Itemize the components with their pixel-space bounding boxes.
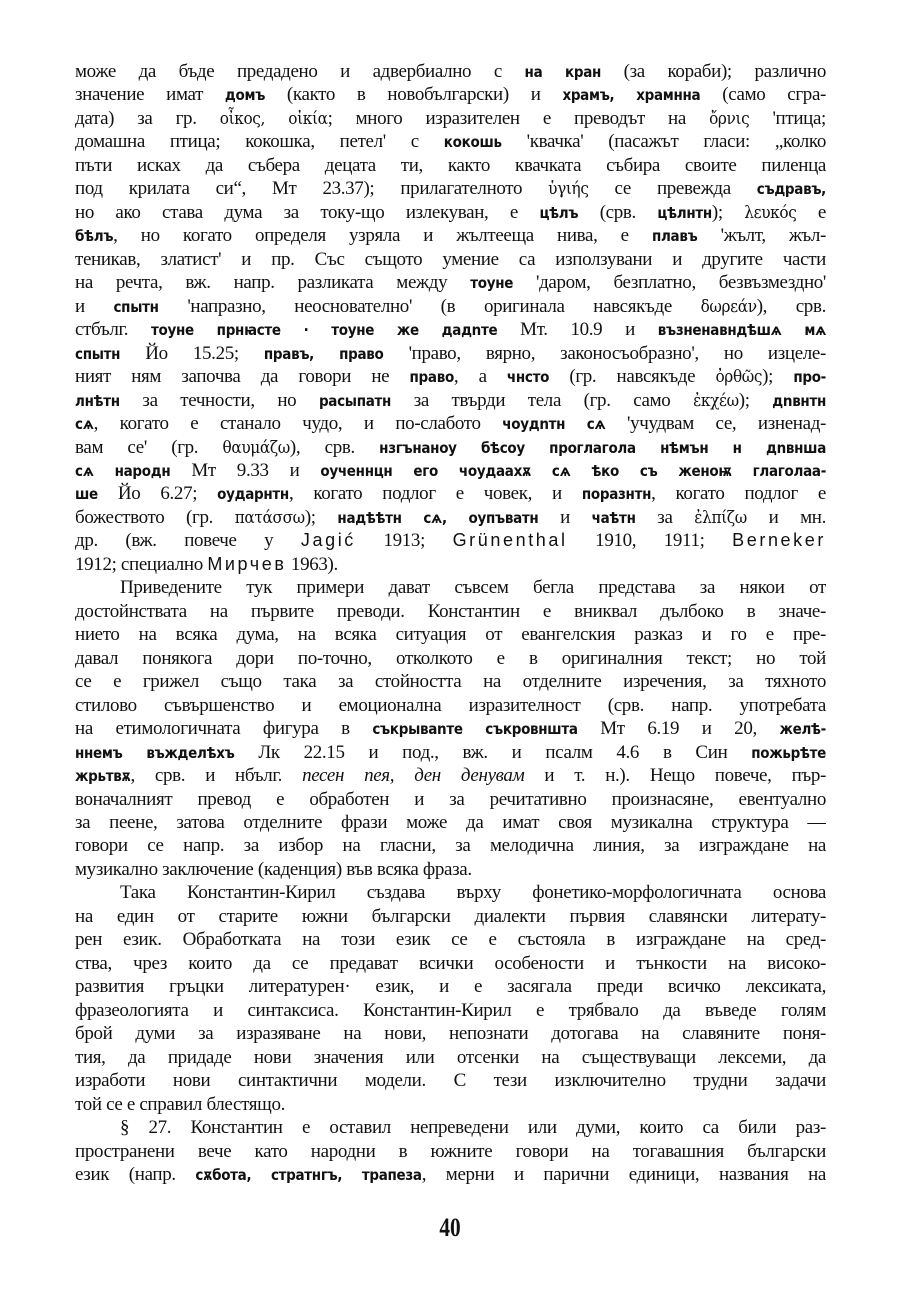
text-segment: , срв. и нбълг.: [130, 765, 303, 787]
text-segment: Йо 6.27;: [97, 483, 218, 505]
text-segment: Мт 6.19 и 20,: [577, 718, 780, 740]
text-line: [75, 177, 826, 200]
text-segment: др. (вж. повече у: [75, 530, 301, 552]
greek-word: ὀρθῶς: [715, 367, 763, 388]
text-segment: );: [762, 366, 794, 388]
text-line: [75, 834, 826, 857]
old-church-slavonic-word: поразнтн: [581, 485, 652, 504]
text-line: [75, 1046, 826, 1069]
old-church-slavonic-word: сѧ: [75, 415, 94, 434]
text-segment: 'птица;: [749, 107, 826, 129]
text-segment: домашна птица; кокошка, петел' с: [75, 131, 444, 153]
old-church-slavonic-word: спытн: [113, 297, 159, 316]
text-segment: воначалният превод е обработен и за речитативно произнасяне, евентуално: [75, 788, 826, 810]
text-segment: 1910, 1911;: [567, 530, 733, 552]
text-segment: 'даром, безплатно, безвъзмездно': [513, 272, 826, 294]
greek-word: ἐκχέω: [693, 390, 739, 411]
text-line: [75, 248, 826, 271]
old-church-slavonic-word: тоуне: [470, 274, 514, 293]
text-line: [75, 623, 826, 646]
text-segment: Мт. 10.9 и: [497, 319, 658, 341]
old-church-slavonic-word: пожьрѣте: [751, 743, 826, 762]
old-church-slavonic-word: чаѣтн: [591, 508, 636, 527]
greek-word: ὄρνις: [709, 108, 750, 129]
paragraph-first-line: [75, 1116, 826, 1139]
old-church-slavonic-word: оударнтн: [217, 485, 289, 504]
greek-word: δωρεάν: [700, 296, 757, 317]
text-segment: (срв.: [578, 201, 658, 223]
text-segment: );: [304, 506, 338, 528]
text-line: [75, 999, 826, 1022]
text-line: [75, 1093, 826, 1116]
old-church-slavonic-word: домъ: [224, 86, 266, 105]
old-church-slavonic-word: плавъ: [651, 227, 698, 246]
text-line: [75, 905, 826, 928]
text-line: [75, 788, 826, 811]
text-segment: Лк 22.15 и под., вж. и псалм 4.6 в Син: [234, 741, 752, 763]
text-segment: ), срв.: [289, 436, 380, 458]
page-body: [75, 60, 826, 1187]
paragraph-first-line: [75, 576, 826, 599]
text-segment: пространени вече като народни в южните говори на тогавашния български: [75, 1140, 826, 1162]
author-name: Мирчев: [207, 553, 287, 574]
greek-word: ὑγιής: [548, 179, 589, 200]
text-segment: 'жълт, жъл-: [697, 225, 826, 247]
text-line: [75, 928, 826, 951]
text-segment: и: [75, 295, 114, 317]
text-segment: 'квачка' (пасажът гласи: „колко: [501, 131, 826, 153]
text-segment: и т. н.). Нещо повече, пър-: [524, 765, 826, 787]
text-segment: за течности, но: [119, 389, 319, 411]
old-church-slavonic-word: кокошь: [443, 133, 502, 152]
text-segment: (за кораби); различно: [601, 61, 826, 82]
greek-word: οἶκος, οἰκία: [219, 108, 328, 129]
text-line: [75, 1022, 826, 1045]
text-segment: ; много изразителен е преводът на: [327, 107, 710, 129]
text-segment: се е грижел също така за стойността на отделните изречения, за тяхното: [75, 671, 826, 693]
greek-word: θαυμάζω: [222, 437, 290, 458]
text-line: [75, 764, 826, 787]
text-line: [75, 60, 826, 83]
text-segment: , а: [453, 366, 507, 388]
text-segment: за твърди тела (гр. само: [391, 389, 694, 411]
text-segment: под крилата си“, Мт 23.37); прилагателното: [75, 178, 549, 200]
text-line: [75, 412, 826, 435]
old-church-slavonic-word: спытн: [75, 344, 121, 363]
text-line: [75, 717, 826, 740]
text-segment: но ако става дума за току-що излекуван, е: [75, 201, 540, 223]
text-line: [75, 154, 826, 177]
text-line: [75, 647, 826, 670]
old-church-slavonic-word: цѣлнтн: [657, 203, 712, 222]
text-line: [75, 295, 826, 318]
text-segment: ства, чрез които да се предават всички особености и тънкости на високо-: [75, 952, 826, 974]
text-line: [75, 506, 826, 529]
text-line: [75, 365, 826, 388]
text-segment: (само сгра-: [700, 84, 826, 106]
old-church-slavonic-word: цѣлъ: [539, 203, 579, 222]
text-line: [75, 694, 826, 717]
text-line: [75, 553, 826, 576]
author-name: Grünenthal: [452, 530, 568, 551]
text-segment: значение имат: [75, 84, 225, 106]
text-line: [75, 1140, 826, 1163]
text-line: [75, 811, 826, 834]
text-segment: Мт 9.33 и: [170, 459, 321, 481]
text-segment: на етимологичната фигура в: [75, 718, 373, 740]
text-segment: достойнствата на първите преводи. Константин е вниквал дълбоко в значе-: [75, 600, 826, 622]
text-line: [75, 975, 826, 998]
greek-word: λευκός: [744, 202, 797, 223]
text-segment: (както в новобългарски) и: [265, 84, 563, 106]
text-segment: развития гръцки литературен· език, и е засягала преди всичко лексиката,: [75, 976, 826, 998]
text-segment: за пеене, затова отделните фрази може да имат своя музикална структура —: [75, 812, 826, 833]
text-segment: музикално заключение (каденция) във всяка фраза.: [75, 858, 472, 880]
paragraph-first-line: [75, 881, 826, 904]
old-church-slavonic-word: съдравъ,: [756, 180, 826, 199]
text-line: [75, 342, 826, 365]
text-line: [75, 741, 826, 764]
text-segment: , когато е станало чудо, и по-слабото: [93, 413, 503, 435]
old-church-slavonic-word: дnвнтн: [772, 391, 826, 410]
old-church-slavonic-word: расыпатн: [318, 391, 392, 410]
old-church-slavonic-word: ше: [75, 485, 98, 504]
text-segment: 'напразно, неоснователно' (в оригинала навсякъде: [158, 295, 701, 317]
text-segment: за: [635, 506, 695, 528]
text-segment: пъти исках да събера децата ти, както квачката събира своите пиленца: [75, 154, 826, 176]
text-segment: стбълг.: [75, 319, 151, 341]
text-segment: говори се напр. за избор на гласни, за мелодична линия, за изграждане на: [75, 835, 826, 857]
text-segment: Така Константин-Кирил създава върху фонетико-морфологичната основа: [120, 882, 826, 904]
text-segment: теникав, златист' и пр. Със същото умение са използувани и другите части: [75, 248, 826, 270]
old-church-slavonic-word: про-: [793, 368, 826, 387]
text-segment: , мерни и парични единици, названия на: [421, 1164, 826, 1186]
text-segment: , когато подлог е: [651, 483, 826, 505]
text-segment: на речта, вж. напр. разликата между: [75, 272, 471, 294]
old-church-slavonic-word: надѣѣтн сѧ, оупъватн: [337, 508, 539, 527]
text-segment: вам се' (гр.: [75, 436, 223, 458]
text-line: [75, 130, 826, 153]
text-segment: ният ням започва да говори не: [75, 366, 410, 388]
text-line: [75, 318, 826, 341]
text-segment: § 27. Константин е оставил непреведени или думи, които са били раз-: [120, 1117, 826, 1139]
old-church-slavonic-word: сѫбота, стратнгъ, трапеза: [195, 1166, 422, 1185]
text-line: [75, 107, 826, 130]
old-church-slavonic-word: нзгънаноу бѣсоу проглагола нѣмън н дnвнша: [379, 438, 826, 457]
old-church-slavonic-word: право: [409, 368, 454, 387]
text-segment: Йо 15.25;: [120, 342, 264, 364]
text-line: [75, 83, 826, 106]
old-church-slavonic-word: храмъ, храмнна: [562, 86, 701, 105]
greek-word: ἐλπίζω: [694, 507, 747, 528]
text-line: [75, 224, 826, 247]
text-segment: рен език. Обработката на този език се е състояла в изграждане на сред-: [75, 929, 826, 951]
text-line: [75, 1069, 826, 1092]
old-church-slavonic-word: чоудnтн сѧ: [502, 415, 606, 434]
text-segment: стилово съвършенство и емоционална изразителност (срв. напр. употребата: [75, 694, 826, 716]
old-church-slavonic-word: съкрываnте съкровнштa: [372, 720, 578, 739]
text-segment: божеството (гр.: [75, 506, 235, 528]
text-segment: и: [538, 506, 592, 528]
text-segment: ), срв.: [756, 295, 826, 317]
text-segment: и мн.: [746, 506, 826, 528]
old-church-slavonic-word: чнсто: [506, 368, 550, 387]
old-church-slavonic-word: правъ, право: [263, 344, 384, 363]
text-segment: на един от старите южни български диалекти първия славянски литерату-: [75, 905, 826, 927]
old-church-slavonic-word: лнѣтн: [75, 391, 120, 410]
old-church-slavonic-word: жрьтвѫ: [75, 767, 131, 786]
text-line: [75, 529, 826, 552]
old-church-slavonic-word: ннемъ въжделѣхъ: [75, 743, 235, 762]
text-segment: 1912; специално: [75, 553, 208, 575]
text-segment: брой думи за изразяване на нови, непознати дотогава на славяните поня-: [75, 1023, 826, 1045]
text-line: [75, 600, 826, 623]
text-segment: 'учудвам се, изненад-: [605, 413, 826, 435]
text-segment: Приведените тук примери дават съвсем бегла представа за някои от: [120, 577, 826, 599]
text-segment: може да бъде предадено и адвербиално с: [75, 61, 525, 82]
greek-word: πατάσσω: [234, 507, 305, 528]
text-segment: );: [711, 201, 745, 223]
text-segment: 1963).: [286, 553, 338, 575]
text-segment: нието на всяка дума, на всяка ситуация от евангелския разказ и го е пре-: [75, 624, 826, 646]
old-church-slavonic-word: бѣлъ: [75, 227, 114, 246]
text-segment: е: [796, 201, 826, 223]
old-church-slavonic-word: сѧ народн: [75, 461, 171, 480]
old-church-slavonic-word: възненавндѣшѧ мѧ: [657, 321, 826, 340]
text-line: [75, 459, 826, 482]
old-church-slavonic-word: оученнцн его чоудаахѫ сѧ ѣко съ женоѭ глаголаа-: [320, 461, 826, 480]
text-segment: , когато подлог е човек, и: [288, 483, 582, 505]
text-line: [75, 1163, 826, 1186]
text-segment: (гр. навсякъде: [549, 366, 716, 388]
text-segment: език (напр.: [75, 1164, 196, 1186]
text-segment: дата) за гр.: [75, 107, 220, 129]
author-name: Berneker: [732, 530, 826, 551]
text-segment: );: [738, 389, 773, 411]
text-segment: фразеологията и синтаксиса. Константин-Кирил е трябвало да въведе голям: [75, 999, 826, 1021]
text-segment: 'право, вярно, законосъобразно', но изцеле-: [383, 342, 826, 364]
text-segment: той се е справил блестящо.: [75, 1093, 285, 1115]
author-name: Jagić: [300, 530, 356, 551]
old-church-slavonic-word: тоуне прнꙗсте · тоуне же дадnте: [151, 321, 498, 340]
text-line: [75, 389, 826, 412]
text-line: [75, 436, 826, 459]
text-line: [75, 271, 826, 294]
italic-phrase: песен пея, ден денувам: [302, 765, 525, 787]
text-segment: тия, да придаде нови значения или отсенки на съществуващи лексеми, да: [75, 1046, 826, 1068]
text-segment: се превежда: [588, 178, 757, 200]
text-segment: 1913;: [355, 530, 453, 552]
text-line: [75, 670, 826, 693]
text-segment: , но когато определя узряла и жълтееща нива, е: [113, 225, 652, 247]
text-segment: давал понякога дори по-точно, отколкото е в оригиналния текст; но той: [75, 647, 826, 669]
text-line: [75, 201, 826, 224]
text-segment: изработи нови синтактични модели. С тези изключително трудни задачи: [75, 1070, 826, 1092]
old-church-slavonic-word: желѣ-: [779, 720, 826, 739]
text-line: [75, 858, 826, 881]
text-line: [75, 952, 826, 975]
text-line: [75, 482, 826, 505]
page-number: 40: [439, 1213, 461, 1242]
old-church-slavonic-word: на кран: [524, 63, 602, 81]
